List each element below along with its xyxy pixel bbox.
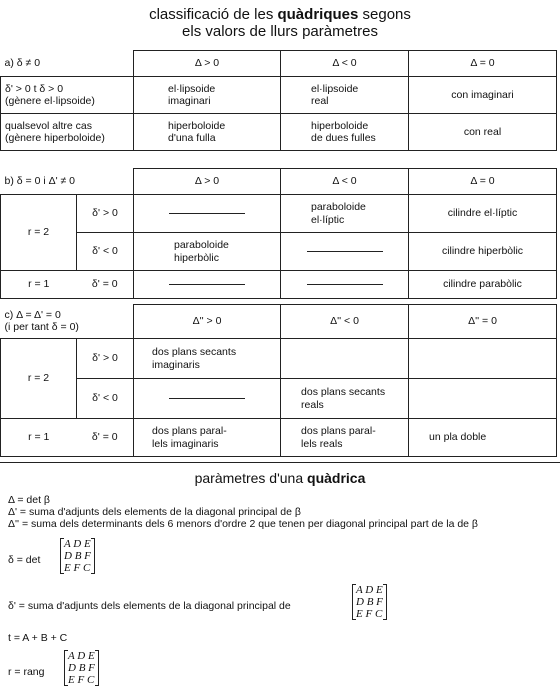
- param-delta-double-prime: Δ'' = suma dels determinants dels 6 menors d'ordre 2 que tenen per diagonal principal part de la de β: [8, 518, 478, 530]
- blank-line: [307, 251, 383, 252]
- blank-line: [169, 213, 245, 214]
- blank-line: [169, 398, 245, 399]
- table-row: qualsevol altre cas (gènere hiperboloide): [1, 114, 134, 151]
- page-title: classificació de les quàdriques segons els valors de llurs paràmetres: [149, 6, 411, 40]
- matrix: A D E D B F E F C: [60, 538, 95, 574]
- blank-line: [307, 284, 383, 285]
- matrix: A D E D B F E F C: [352, 584, 387, 620]
- table-row: δ' > 0 t δ > 0 (gènere el·lipsoide): [1, 77, 134, 114]
- param-small-delta: δ = det: [8, 554, 41, 566]
- matrix: A D E D B F E F C: [64, 650, 99, 686]
- section-divider: [0, 462, 560, 463]
- param-delta: Δ = det β: [8, 494, 50, 506]
- params-title: paràmetres d'una quàdrica: [194, 470, 366, 486]
- param-r: r = rang: [8, 666, 45, 678]
- table-c: c) Δ = Δ' = 0 (i per tant δ = 0) Δ'' > 0 Δ'' < 0 Δ'' = 0 r = 2 δ' > 0 dos plans secants imaginaris δ' < 0 dos plans secants reals r = 1 δ' = 0 dos plans paral- lels imaginaris dos plans paral- lels reals un pla doble: [0, 304, 557, 457]
- param-t: t = A + B + C: [8, 632, 68, 644]
- table-a: a) δ ≠ 0 Δ > 0 Δ < 0 Δ = 0 δ' > 0 t δ > 0 (gènere el·lipsoide) el·lipsoide imaginari el·lipsoide real con imaginari qualsevol altre cas (gènere hiperboloide) hiperboloide d'una fulla hiperboloide de dues fulles con real: [0, 50, 557, 151]
- table-b: b) δ = 0 i Δ' ≠ 0 Δ > 0 Δ < 0 Δ = 0 r = 2 δ' > 0 paraboloide el·líptic cilindre el·líptic δ' < 0 paraboloide hiperbòlic cilindre hiperbòlic r = 1 δ' = 0 cilindre parabòlic: [0, 168, 557, 299]
- param-delta-prime: Δ' = suma d'adjunts dels elements de la diagonal principal de β: [8, 506, 301, 518]
- param-small-delta-prime: δ' = suma d'adjunts dels elements de la diagonal principal de: [8, 600, 291, 612]
- blank-line: [169, 284, 245, 285]
- table-a-label: a) δ ≠ 0: [1, 51, 134, 77]
